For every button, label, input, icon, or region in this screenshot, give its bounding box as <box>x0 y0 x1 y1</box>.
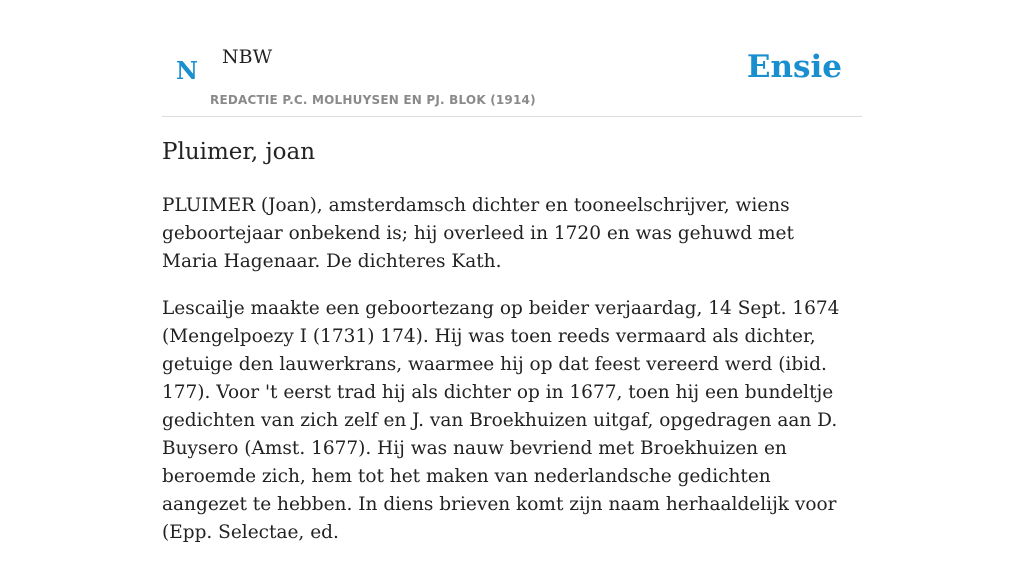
article-paragraph: Lescailje maakte een geboortezang op beider verjaardag, 14 Sept. 1674 (Mengelpoezy I (1731) 174). Hij was toen reeds vermaard als dichter, getuige den lauwerkrans, waarmee hij op dat feest vereerd werd (ibid. 177). Voor 't eerst trad hij als dichter op in 1677, toen hij een bundeltje gedichten van zich zelf en J. van Broekhuizen uitgaf, opgedragen aan D. Buysero (Amst. 1677). Hij was nauw bevriend met Broekhuizen en beroemde zich, hem tot het maken van nederlandsche gedichten aangezet te hebben. In diens brieven komt zijn naam herhaaldelijk voor (Epp. Selectae, ed. <box>162 298 840 543</box>
article-title: Pluimer, joan <box>162 139 316 165</box>
source-logo[interactable]: N <box>176 56 198 85</box>
source-editors: REDACTIE P.C. MOLHUYSEN EN PJ. BLOK (1914) <box>210 93 536 107</box>
article-body <box>162 192 852 566</box>
source-name[interactable]: NBW <box>222 46 273 68</box>
brand-logo[interactable]: Ensie <box>746 49 842 85</box>
article-paragraph: PLUIMER (Joan), amsterdamsch dichter en tooneelschrijver, wiens geboortejaar onbekend is; hij overleed in 1720 en was gehuwd met Maria Hagenaar. De dichteres Kath. <box>162 195 794 272</box>
page-header <box>162 0 862 117</box>
